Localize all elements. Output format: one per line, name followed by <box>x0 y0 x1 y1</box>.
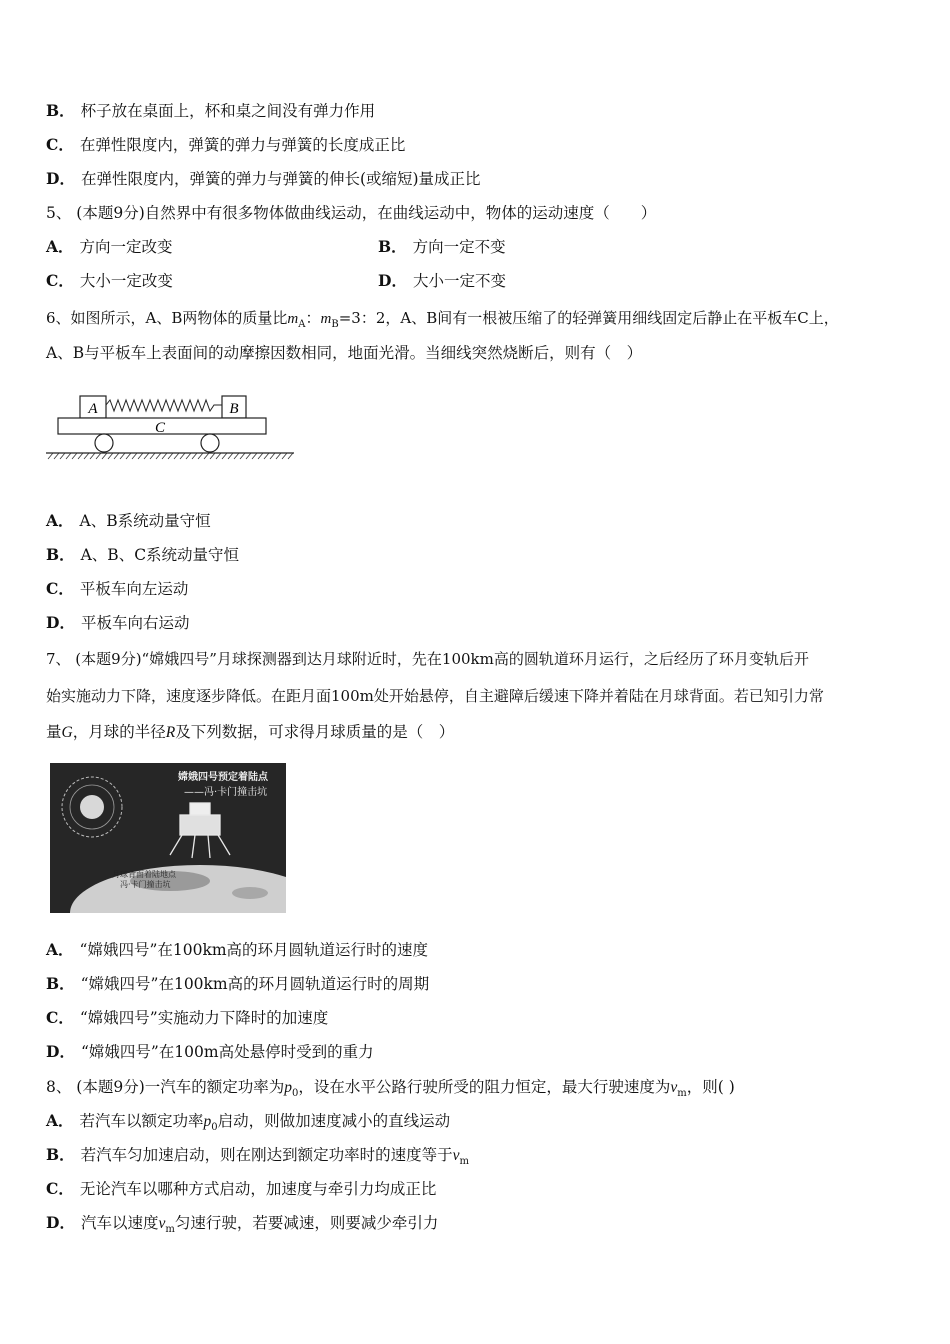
q4-option-d <box>46 168 481 190</box>
option-text: 无论汽车以哪种方式启动，加速度与牵引力均成正比 <box>79 1180 437 1198</box>
moon-radius-symbol: R <box>165 724 176 741</box>
q6-option-c <box>46 578 188 600</box>
q7-option-d <box>46 1041 374 1063</box>
q5-option-d <box>378 270 506 292</box>
option-label: B． <box>46 101 75 120</box>
option-text: 平板车向左运动 <box>79 580 189 598</box>
option-text: 杯子放在桌面上，杯和桌之间没有弹力作用 <box>80 102 376 120</box>
max-speed-symbol: v <box>670 1079 678 1096</box>
photo-caption-line2: 冯·卡门撞击坑 <box>120 880 171 889</box>
option-label: A． <box>46 511 74 530</box>
q6-option-b <box>46 544 239 566</box>
option-label: B． <box>378 237 407 256</box>
option-label: C． <box>46 271 74 290</box>
option-label: B． <box>46 545 75 564</box>
block-a-label: A <box>88 401 98 417</box>
cart-c-label: C <box>154 420 166 436</box>
option-label: B． <box>46 1145 75 1164</box>
q7-stem-b: ，月球的半径 <box>72 723 166 741</box>
option-text: 方向一定改变 <box>79 238 173 256</box>
photo-title-line2: ——冯·卡门撞击坑 <box>184 787 268 798</box>
mass-b-symbol: m <box>320 311 332 327</box>
ground-hatching <box>48 453 293 459</box>
q7-option-a <box>46 939 428 961</box>
option-text: A、B系统动量守恒 <box>79 512 211 530</box>
option-label: C． <box>46 135 74 154</box>
speed-symbol: v <box>452 1147 460 1164</box>
mass-a-subscript: A <box>298 319 306 330</box>
option-text: 大小一定改变 <box>79 272 173 290</box>
option-label: C． <box>46 1008 74 1027</box>
q4-option-b <box>46 100 375 122</box>
option-text: A、B、C系统动量守恒 <box>80 546 240 564</box>
speed-subscript: m <box>459 1156 469 1168</box>
q8-option-d <box>46 1212 438 1241</box>
right-wheel <box>201 434 219 452</box>
q5-options-row2 <box>46 270 906 292</box>
mass-b-subscript: B <box>331 319 339 330</box>
q6-stem-line2: A、B与平板车上表面间的动摩擦因数相同，地面光滑。当细线突然烧断后，则有（ ） <box>46 344 643 362</box>
speed-subscript: m <box>165 1224 175 1236</box>
option-label: A． <box>46 940 74 959</box>
left-wheel <box>95 434 113 452</box>
option-text: 在弹性限度内，弹簧的弹力与弹簧的伸长(或缩短)量成正比 <box>80 170 481 188</box>
q7-option-c <box>46 1007 328 1029</box>
q7-stem-a: 量 <box>46 723 62 741</box>
option-label: D． <box>46 613 75 632</box>
q7-stem-c: 及下列数据，可求得月球质量的是（ ） <box>175 723 455 741</box>
q5-stem: 5、 (本题9分)自然界中有很多物体做曲线运动，在曲线运动中，物体的运动速度（ ） <box>46 204 657 222</box>
option-label: D． <box>46 1042 75 1061</box>
rated-power-subscript: 0 <box>292 1088 299 1100</box>
q8-option-b <box>46 1144 469 1173</box>
option-label: A． <box>46 237 74 256</box>
q8-option-a <box>46 1110 450 1139</box>
q5-option-b <box>378 236 506 258</box>
option-label: D． <box>46 169 75 188</box>
q5-options-row1 <box>46 236 906 258</box>
q7-stem-line3 <box>46 721 454 744</box>
q6-option-d <box>46 612 189 634</box>
option-label: B． <box>46 974 75 993</box>
q8-stem-c: ，则( ) <box>686 1078 735 1096</box>
power-subscript: 0 <box>211 1122 218 1134</box>
option-text: “嫦娥四号”在100km高的环月圆轨道运行时的速度 <box>79 941 429 959</box>
photo-caption-line1: 月球背面着陆地点 <box>112 870 176 879</box>
q6-stem-b: =3：2，A、B间有一根被压缩了的轻弹簧用细线固定后静止在平板车C上， <box>338 309 839 327</box>
q6-stem-a: 6、如图所示，A、B两物体的质量比 <box>46 309 288 327</box>
rated-power-symbol: p <box>284 1079 292 1096</box>
option-label: C． <box>46 579 74 598</box>
option-label: A． <box>46 1111 74 1130</box>
block-b-label: B <box>229 401 239 417</box>
cart-spring-diagram <box>44 392 296 464</box>
option-text: “嫦娥四号”实施动力下降时的加速度 <box>79 1009 329 1027</box>
option-text-a: 若汽车匀加速启动，则在刚达到额定功率时的速度等于 <box>80 1146 453 1164</box>
q7-stem-line1: 7、 (本题9分)“嫦娥四号”月球探测器到达月球附近时，先在100km高的圆轨道环月运行，之后经历了环月变轨后开 <box>46 650 809 668</box>
option-text: 在弹性限度内，弹簧的弹力与弹簧的长度成正比 <box>79 136 406 154</box>
option-label: D． <box>46 1213 75 1232</box>
option-label: C． <box>46 1179 74 1198</box>
change4-landing-photo <box>50 763 286 913</box>
q8-stem <box>46 1076 735 1105</box>
q8-stem-a: 8、 (本题9分)一汽车的额定功率为 <box>46 1078 285 1096</box>
option-text: “嫦娥四号”在100m高处悬停时受到的重力 <box>80 1043 374 1061</box>
q6-stem-line1 <box>46 307 839 336</box>
q7-option-b <box>46 973 429 995</box>
option-text-b: 匀速行驶，若要减速，则要减少牵引力 <box>174 1214 439 1232</box>
power-symbol: p <box>203 1113 212 1130</box>
mass-a-symbol: m <box>287 311 299 327</box>
speed-symbol: v <box>158 1215 166 1232</box>
q4-option-c <box>46 134 405 156</box>
option-text-b: 启动，则做加速度减小的直线运动 <box>217 1112 451 1130</box>
q8-option-c <box>46 1178 436 1200</box>
option-text-a: 汽车以速度 <box>80 1214 159 1232</box>
max-speed-subscript: m <box>677 1088 687 1100</box>
option-text: “嫦娥四号”在100km高的环月圆轨道运行时的周期 <box>80 975 430 993</box>
option-label: D． <box>378 271 407 290</box>
q6-option-a <box>46 510 211 532</box>
option-text: 大小一定不变 <box>412 272 506 290</box>
ratio-colon: ： <box>305 309 321 327</box>
compressed-spring <box>106 400 222 411</box>
option-text: 平板车向右运动 <box>80 614 190 632</box>
q5-option-a <box>46 238 173 256</box>
q8-stem-b: ，设在水平公路行驶所受的阻力恒定，最大行驶速度为 <box>298 1078 671 1096</box>
option-text: 方向一定不变 <box>412 238 506 256</box>
q7-stem-line2: 始实施动力下降，速度逐步降低。在距月面100m处开始悬停，自主避障后缓速下降并着陆在月球背面。若已知引力常 <box>46 687 824 705</box>
photo-title-line1: 嫦娥四号预定着陆点 <box>178 772 268 783</box>
q5-option-c <box>46 272 173 290</box>
option-text-a: 若汽车以额定功率 <box>79 1112 204 1130</box>
gravitational-constant-symbol: G <box>61 724 73 741</box>
